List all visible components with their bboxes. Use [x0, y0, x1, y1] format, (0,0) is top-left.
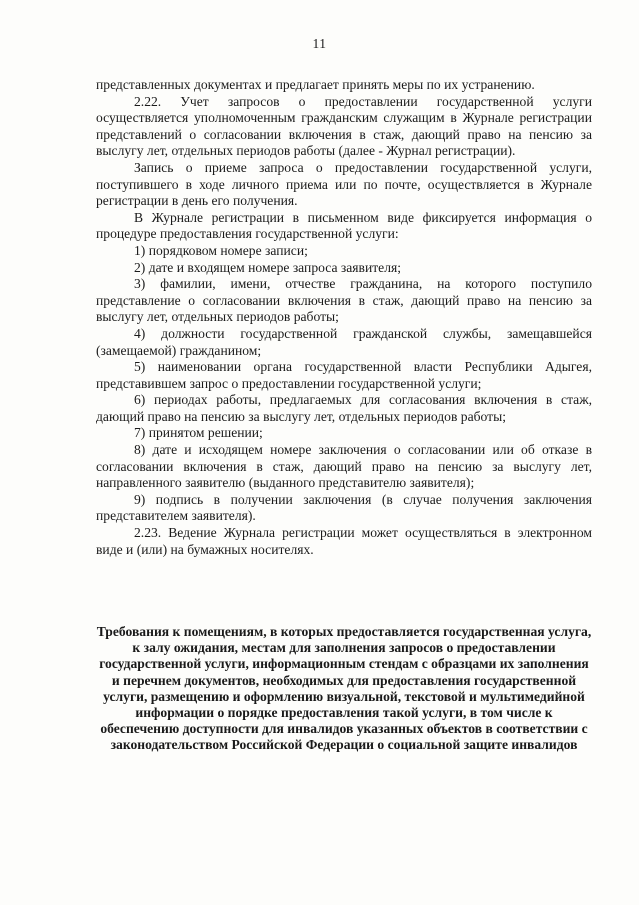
page-number: 11 — [312, 36, 327, 51]
list-item: 3) фамилии, имени, отчестве гражданина, на которого поступило представление о согласовании включения в стаж, дающий право на пенсию за выслугу лет, отдельных периодов работы; — [96, 276, 592, 325]
list-item: 5) наименовании органа государственной власти Республики Адыгея, представившем запрос о предоставлении государственной услуги; — [96, 359, 592, 391]
paragraph: 2.22. Учет запросов о предоставлении государственной услуги осуществляется уполномоченным гражданским служащим в Журнале регистрации представлений о согласовании включения в стаж, дающий право на пенсию за выслугу лет, отдельных периодов работы (далее - Журнал регистрации). — [96, 93, 592, 159]
list-item: 9) подпись в получении заключения (в случае получения заключения представителем заявителя). — [96, 491, 592, 524]
list-item: 7) принятом решении; — [134, 425, 263, 441]
paragraph: В Журнале регистрации в письменном виде фиксируется информация о процедуре предоставления государственной услуги: — [96, 209, 592, 242]
section-heading: Требования к помещениям, в которых предоставляется государственная услуга, к залу ожидания, местам для заполнения запросов о предоставлении государственной услуги, информационным стендам с образцами их заполнения и перечнем документов, необходимых для предоставления государственной услуги, размещению и оформлению визуальной, текстовой и мультимедийной информации о порядке предоставления такой услуги, в том числе к обеспечению доступности для инвалидов указанных объектов в соответствии с законодательством Российской Федерации о социальной защите инвалидов — [96, 624, 592, 753]
list-item: 6) периодах работы, предлагаемых для согласования включения в стаж, дающий право на пенсию за выслугу лет, отдельных периодов работы; — [96, 392, 592, 424]
list-item: 2) дате и входящем номере запроса заявителя; — [134, 259, 402, 275]
list-item: 1) порядковом номере записи; — [134, 242, 308, 258]
paragraph: представленных документах и предлагает принять меры по их устранению. — [96, 77, 535, 92]
list-item: 8) дате и исходящем номере заключения о согласовании или об отказе в согласовании включения в стаж, дающий право на пенсию за выслугу лет, направленного заявителю (выданного представителю заявителя); — [96, 442, 592, 491]
paragraph: 2.23. Ведение Журнала регистрации может осуществляться в электронном виде и (или) на бумажных носителях. — [96, 525, 592, 557]
document-body — [96, 77, 592, 558]
paragraph: Запись о приеме запроса о предоставлении государственной услуги, поступившего в ходе личного приема или по почте, осуществляется в Журнале регистрации в день его получения. — [96, 159, 592, 209]
list-item: 4) должности государственной гражданской службы, замещавшейся (замещаемой) гражданином; — [96, 325, 592, 358]
